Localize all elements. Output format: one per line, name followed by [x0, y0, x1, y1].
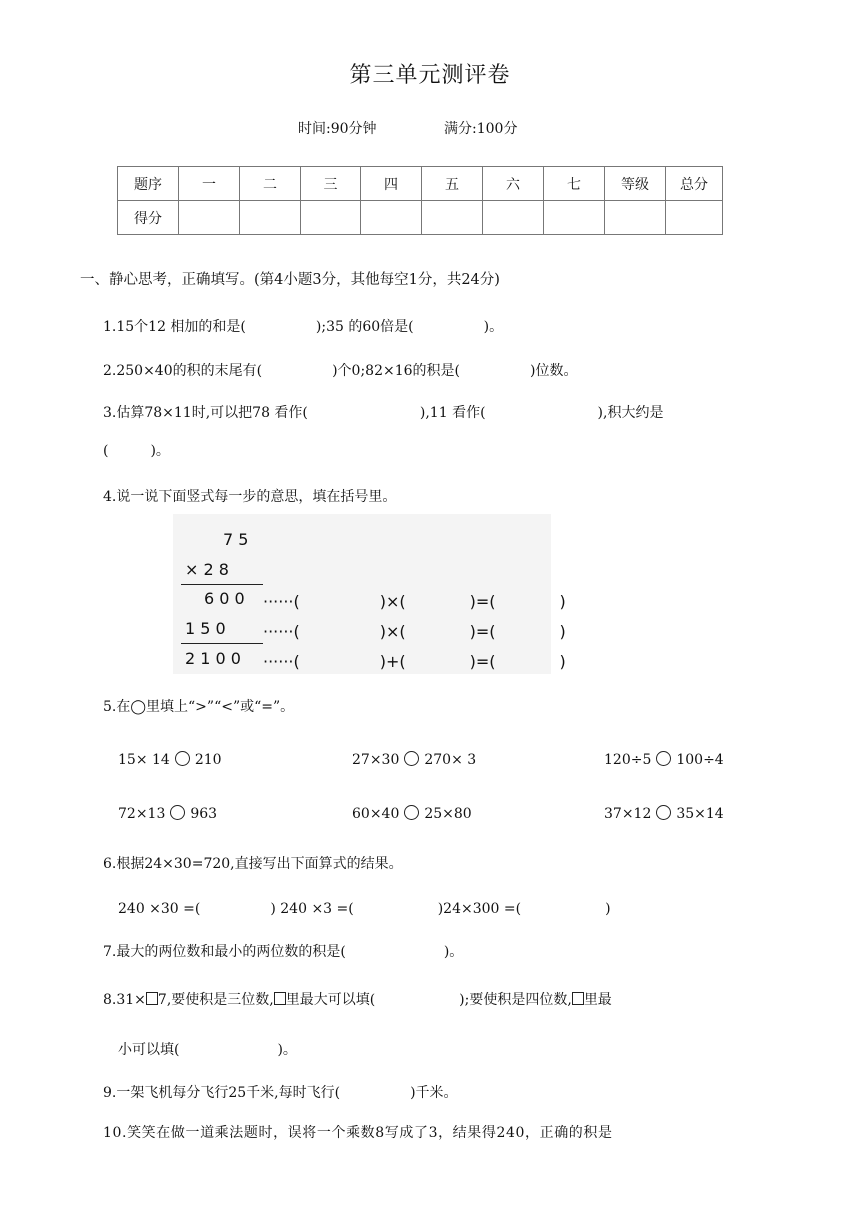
compare-item — [604, 751, 724, 768]
compare-item — [352, 805, 472, 822]
q8-part: 8.31× — [103, 992, 146, 1008]
question-5: 5.在◯里填上“>”“<”或“=”。 — [103, 699, 295, 715]
header-cell: 四 — [361, 167, 422, 201]
compare-item — [118, 805, 217, 822]
row-label: 得分 — [118, 201, 179, 235]
compare-circle-icon[interactable] — [404, 805, 419, 820]
score-table — [117, 166, 723, 235]
page-title: 第三单元测评卷 — [349, 63, 511, 88]
compare-circle-icon[interactable] — [656, 805, 671, 820]
score-cell[interactable] — [666, 201, 723, 235]
score-cell[interactable] — [361, 201, 422, 235]
header-cell: 等级 — [605, 167, 666, 201]
question-3-cont: ( )。 — [103, 443, 170, 459]
blank-box-icon — [146, 992, 158, 1005]
header-cell: 六 — [483, 167, 544, 201]
partial-product-2: 1 5 0 — [185, 619, 226, 638]
q8-part: 7,要使积是三位数, — [157, 992, 274, 1008]
vertical-multiplication — [173, 514, 566, 674]
header-cell: 七 — [544, 167, 605, 201]
compare-left: 15× 14 — [118, 752, 170, 768]
question-6: 6.根据24×30=720,直接写出下面算式的结果。 — [103, 856, 403, 872]
question-8 — [103, 989, 612, 1009]
compare-left: 60×40 — [352, 806, 400, 822]
compare-left: 72×13 — [118, 806, 166, 822]
header-cell: 一 — [179, 167, 240, 201]
full-score: 满分:100分 — [444, 121, 518, 137]
compare-right: 25×80 — [424, 806, 472, 822]
time-limit: 时间:90分钟 — [298, 121, 377, 137]
compare-right: 963 — [190, 806, 218, 822]
q8-part: 里最大可以填( );要使积是四位数, — [285, 992, 572, 1008]
score-table-score-row — [118, 201, 723, 235]
question-8-cont: 小可以填( )。 — [118, 1042, 297, 1058]
rule-line — [181, 643, 263, 644]
blank-box-icon — [274, 992, 286, 1005]
compare-circle-icon[interactable] — [404, 751, 419, 766]
compare-right: 100÷4 — [676, 752, 724, 768]
multiplier-row: × 2 8 — [185, 560, 229, 579]
score-cell[interactable] — [544, 201, 605, 235]
question-3: 3.估算78×11时,可以把78 看作( ),11 看作( ),积大约是 — [103, 405, 664, 421]
header-cell: 二 — [240, 167, 301, 201]
compare-circle-icon[interactable] — [175, 751, 190, 766]
section-heading: 一、静心思考，正确填写。(第4小题3分，其他每空1分，共24分) — [80, 272, 500, 288]
compare-item — [352, 751, 476, 768]
compare-circle-icon[interactable] — [656, 751, 671, 766]
score-cell[interactable] — [422, 201, 483, 235]
compare-right: 270× 3 — [424, 752, 477, 768]
compare-right: 35×14 — [676, 806, 724, 822]
score-cell[interactable] — [605, 201, 666, 235]
question-1: 1.15个12 相加的和是( );35 的60倍是( )。 — [103, 319, 504, 335]
question-2: 2.250×40的积的末尾有( )个0;82×16的积是( )位数。 — [103, 363, 578, 379]
score-cell[interactable] — [179, 201, 240, 235]
compare-left: 37×12 — [604, 806, 652, 822]
rule-line — [181, 584, 263, 585]
compare-item — [118, 751, 222, 768]
question-7: 7.最大的两位数和最小的两位数的积是( )。 — [103, 944, 464, 960]
compare-left: 120÷5 — [604, 752, 652, 768]
multiplicand: 7 5 — [223, 530, 249, 549]
step-1-blanks: ······( )×( )=( ) — [263, 592, 566, 611]
score-table-header-row — [118, 167, 723, 201]
question-10: 10.笑笑在做一道乘法题时，误将一个乘数8写成了3，结果得240，正确的积是 — [103, 1125, 613, 1141]
score-cell[interactable] — [483, 201, 544, 235]
product: 2 1 0 0 — [185, 649, 241, 668]
header-cell: 五 — [422, 167, 483, 201]
blank-box-icon — [572, 992, 584, 1005]
step-3-blanks: ······( )+( )=( ) — [263, 652, 566, 671]
question-4: 4.说一说下面竖式每一步的意思，填在括号里。 — [103, 489, 397, 505]
score-cell[interactable] — [240, 201, 301, 235]
compare-circle-icon[interactable] — [170, 805, 185, 820]
question-6-items: 240 ×30 =( ) 240 ×3 =( )24×300 =( ) — [118, 901, 611, 917]
q8-part: 里最 — [583, 992, 612, 1008]
score-cell[interactable] — [301, 201, 361, 235]
header-cell: 题序 — [118, 167, 179, 201]
compare-right: 210 — [194, 752, 222, 768]
header-cell: 三 — [301, 167, 361, 201]
compare-item — [604, 805, 724, 822]
step-2-blanks: ······( )×( )=( ) — [263, 622, 566, 641]
compare-left: 27×30 — [352, 752, 400, 768]
question-9: 9.一架飞机每分飞行25千米,每时飞行( )千米。 — [103, 1085, 458, 1101]
header-cell: 总分 — [666, 167, 723, 201]
partial-product-1: 6 0 0 — [204, 589, 245, 608]
